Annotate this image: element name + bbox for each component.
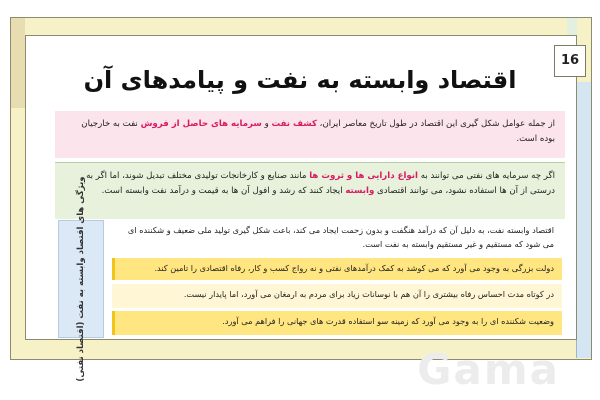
- decor-strip-right-blue: [576, 82, 591, 358]
- watermark-logo: Gama: [417, 345, 560, 394]
- feature-row: دولت بزرگی به وجود می آورد که می کوشد به کمک درآمدهای نفتی و نه رواج کسب و کار، رفاه اقتصادی را تامین کند.: [112, 258, 562, 280]
- feature-row: اقتصاد وابسته نفت، به دلیل آن که درآمد هنگفت و بدون زحمت ایجاد می کند، باعث شکل گیری تولید ملی ضعیف و شکننده ای می شود که مستقیم و غیر مستقیم وابسته به نفت است.: [112, 220, 562, 256]
- feature-row: در کوتاه مدت احساس رفاه بیشتری را آن هم با نوسانات زیاد برای مردم به ارمغان می آورد، اما پایدار نیست.: [112, 284, 562, 308]
- slide-title: اقتصاد وابسته به نفت و پیامدهای آن: [83, 66, 517, 94]
- decor-strip-left: [11, 18, 25, 108]
- paragraph1-highlight-oil-discovery: کشف نفت: [271, 119, 317, 129]
- page-number: 16: [554, 45, 586, 77]
- paragraph1-highlight-sale-capital: سرمایه های حاصل از فروش: [140, 119, 262, 129]
- paragraph2-text-c: ایجاد کنند که رشد و افول آن ها به قیمت و درآمد نفت وابسته است.: [101, 186, 346, 196]
- paragraph2-highlight-assets: انواع دارایی ها و ثروت ها: [309, 171, 418, 181]
- paragraph1-text-a: از جمله عوامل شکل گیری این اقتصاد در طول تاریخ معاصر ایران،: [316, 119, 555, 129]
- paragraph1-text-b: و: [261, 119, 272, 129]
- feature-row: وضعیت شکننده ای را به وجود می آورد که زمینه سو استفاده قدرت های جهانی را فراهم می آورد.: [112, 311, 562, 335]
- features-sidebar: [58, 176, 104, 382]
- features-sidebar-label: ویژگی های اقتصاد وابسته به نفت (اقتصاد نفتی): [76, 176, 86, 382]
- paragraph2-highlight-dependent: وابسته: [345, 186, 375, 196]
- paragraph2-text-a: اگر چه سرمایه های نفتی می توانند به: [417, 171, 555, 181]
- paragraph1-text-c: نفت به خارجیان بوده است.: [81, 119, 555, 144]
- paragraph2-text-b: مانند صنایع و کارخانجات تولیدی مختلف تبدیل شوند، اما اگر به درستی از آن ها استفاده نشود، می توانند اقتصادی: [86, 171, 555, 196]
- paragraph-oil-capital: [55, 162, 565, 219]
- paragraph-formation-factors: [55, 111, 565, 158]
